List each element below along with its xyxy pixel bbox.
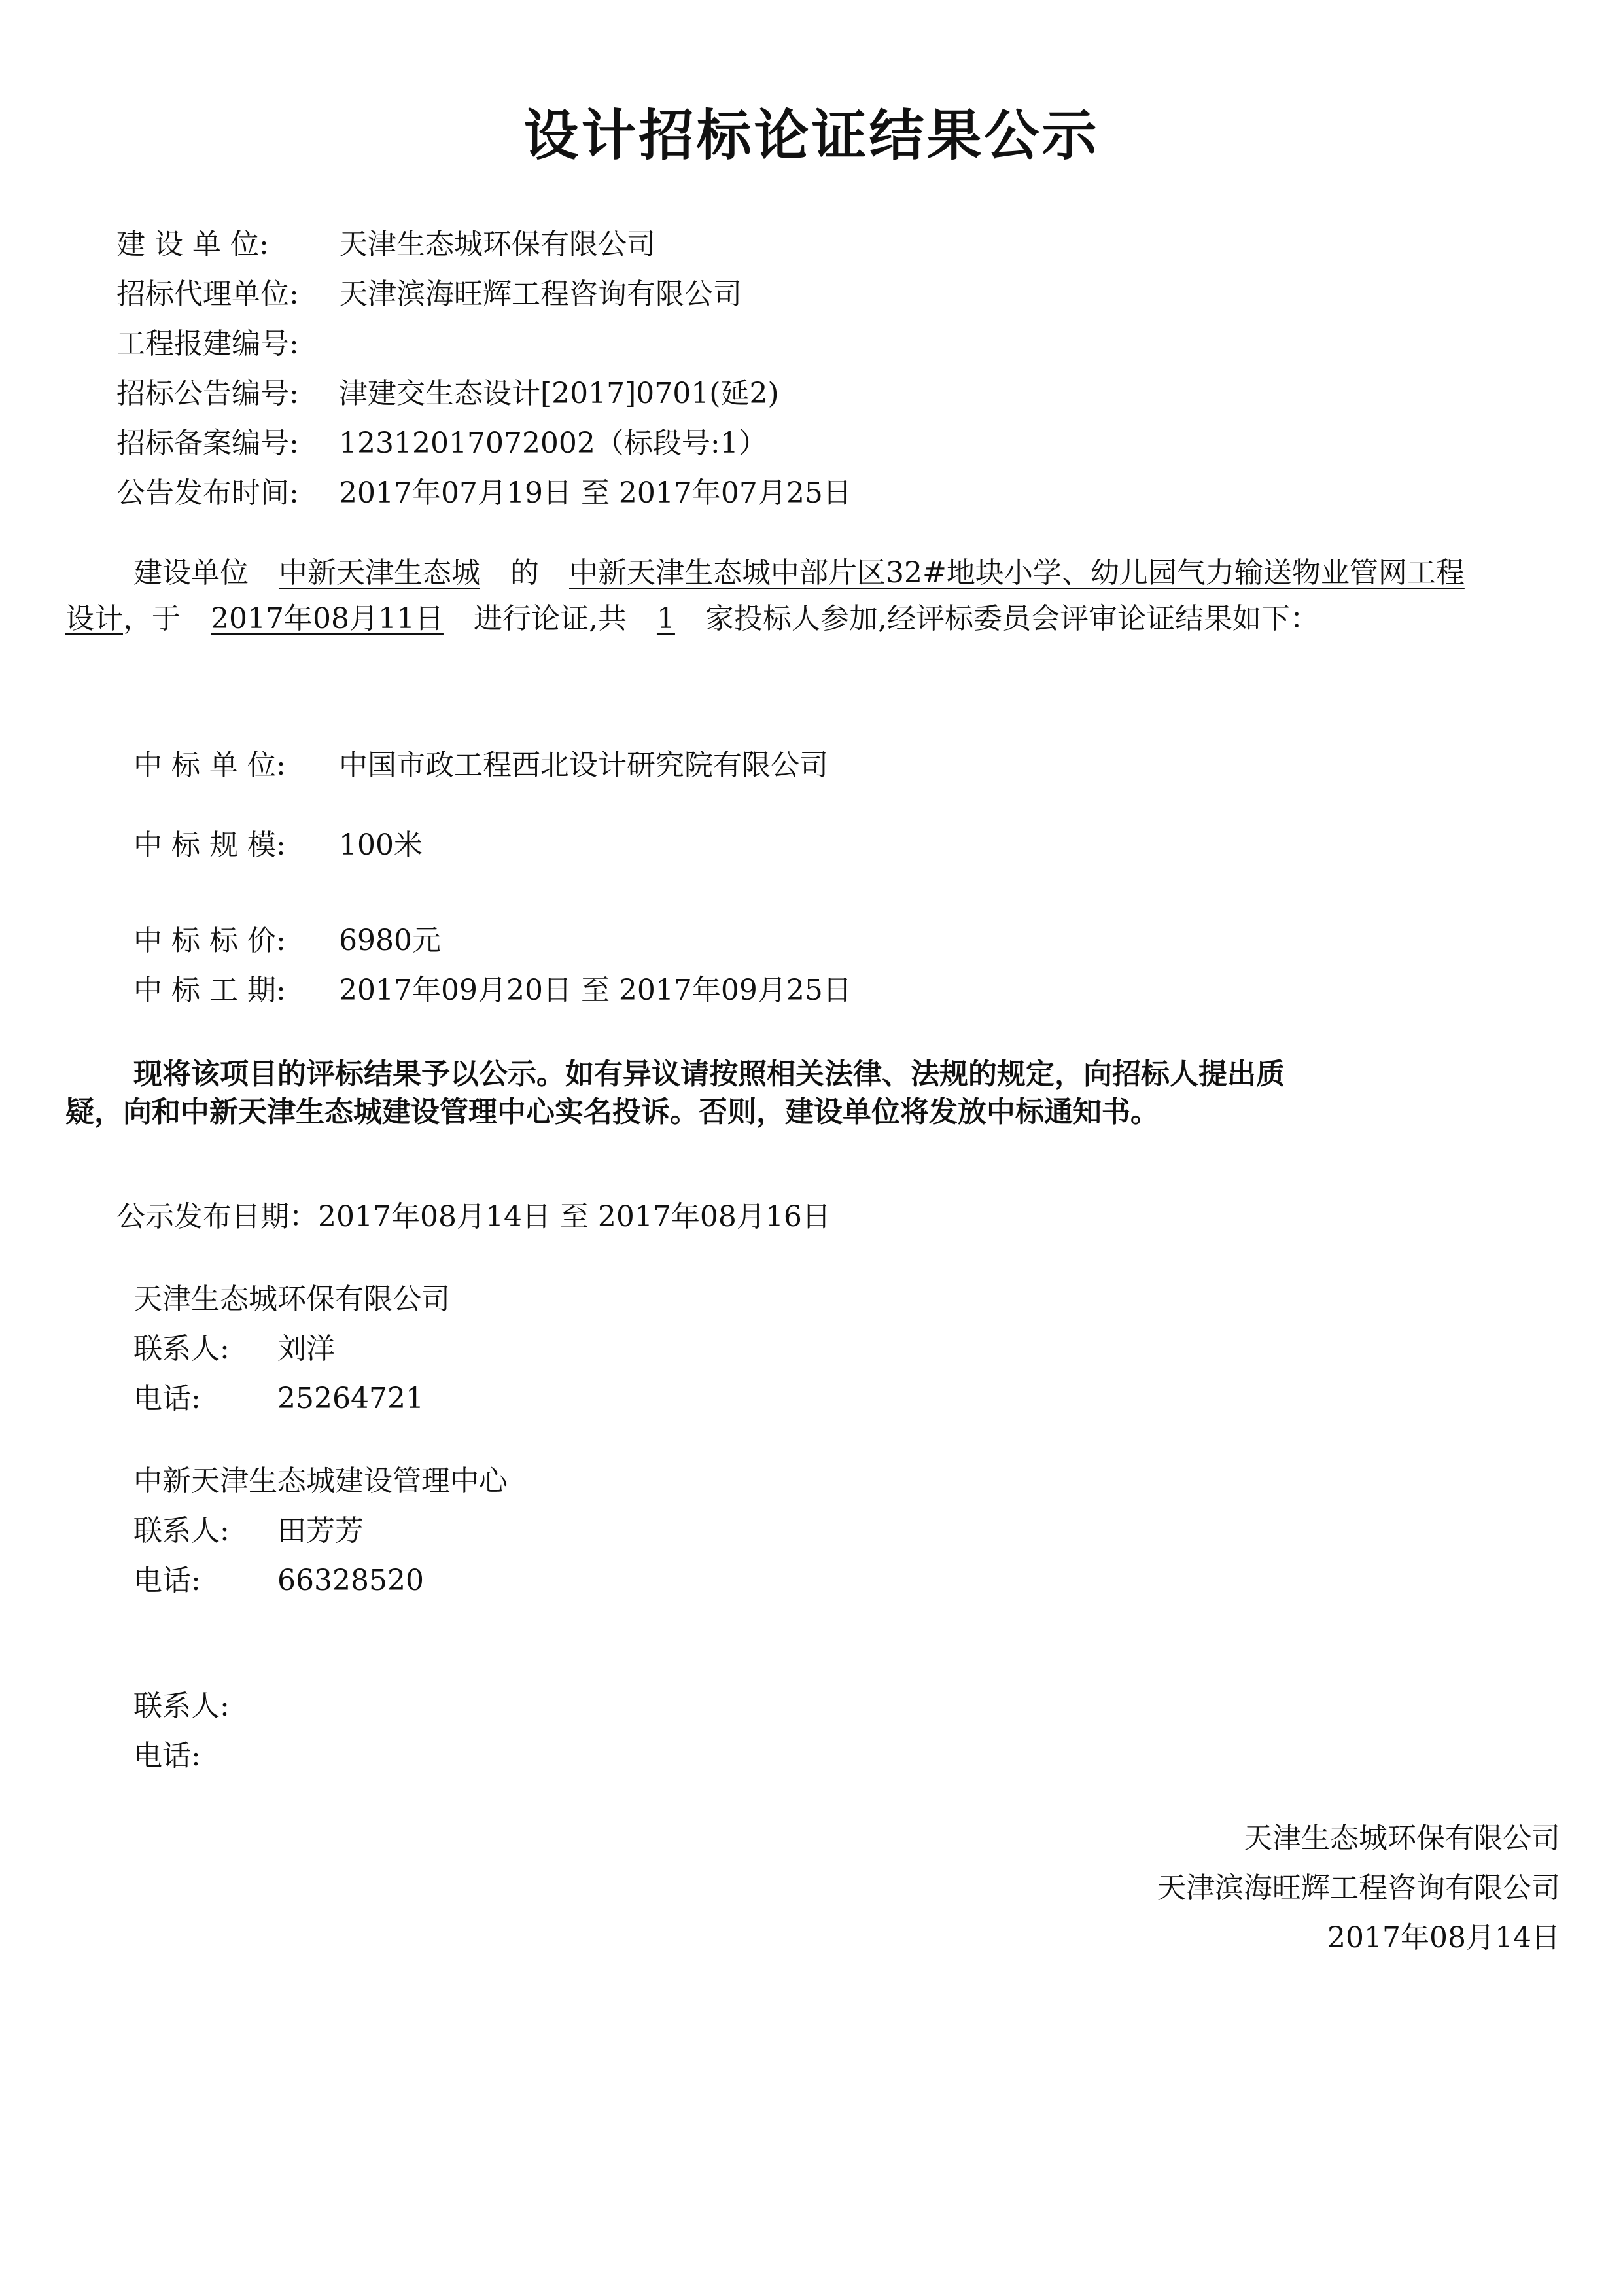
result-price: [133, 921, 441, 961]
body-paragraph-line-1: [133, 554, 1465, 593]
bidder-count: 1: [656, 602, 675, 635]
publish-label: 公示发布日期：: [116, 1200, 318, 1233]
notice-line-1: 现将该项目的评标结果予以公示。如有异议请按照相关法律、法规的规定，向招标人提出质: [133, 1057, 1285, 1091]
result-value: 6980元: [339, 924, 441, 957]
contact-org: 天津生态城环保有限公司: [133, 1282, 450, 1316]
header-item-notice-number: [116, 374, 779, 414]
project-name: 中新天津生态城中部片区32#地块小学、幼儿园气力输送物业管网工程: [569, 556, 1465, 590]
contact-person-label: 联系人:: [133, 1332, 230, 1366]
result-label: 中 标 标 价:: [133, 924, 286, 957]
project-name-cont: 设计: [65, 602, 123, 635]
header-label: 公告发布时间:: [116, 476, 299, 510]
header-value: 2017年07月19日 至 2017年07月25日: [339, 476, 852, 510]
signature-date: 2017年08月14日: [1327, 1921, 1560, 1954]
contact-phone-label: 电话:: [133, 1564, 201, 1597]
review-date: 2017年08月11日: [211, 602, 444, 635]
header-label: 招标公告编号:: [116, 377, 299, 410]
contact-person-row: [133, 1687, 277, 1726]
header-label: 招标代理单位:: [116, 277, 299, 311]
result-label: 中 标 工 期:: [133, 974, 286, 1007]
contact-phone-label: 电话:: [133, 1382, 201, 1415]
result-label: 中 标 规 模:: [133, 828, 286, 862]
contact-org: 中新天津生态城建设管理中心: [133, 1464, 508, 1498]
contact-phone-row: [133, 1561, 424, 1600]
body-text: ，于: [123, 602, 181, 635]
notice-line-2: 疑，向和中新天津生态城建设管理中心实名投诉。否则，建设单位将发放中标通知书。: [65, 1095, 1159, 1129]
publish-value: 2017年08月14日 至 2017年08月16日: [318, 1200, 831, 1233]
contact-person: 刘洋: [277, 1332, 335, 1366]
result-scale: [133, 826, 423, 865]
contact-phone: 66328520: [277, 1564, 424, 1597]
contact-phone-label: 电话:: [133, 1739, 201, 1773]
contact-person: 田芳芳: [277, 1514, 364, 1547]
header-item-project-number: [116, 325, 339, 364]
contact-phone: 25264721: [277, 1382, 424, 1415]
contact-person-label: 联系人:: [133, 1514, 230, 1547]
contact-person-label: 联系人:: [133, 1689, 230, 1723]
contact-phone-row: [133, 1737, 277, 1776]
header-item-construction-unit: [116, 225, 655, 264]
body-text: 建设单位: [133, 556, 249, 590]
body-text: 家投标人参加,经评标委员会评审论证结果如下：: [705, 602, 1319, 635]
result-value: 中国市政工程西北设计研究院有限公司: [339, 749, 828, 782]
header-value: 津建交生态设计[2017]0701(延2): [339, 377, 779, 410]
signature-org-2: 天津滨海旺辉工程咨询有限公司: [1157, 1871, 1560, 1905]
body-text: 进行论证,共: [473, 602, 627, 635]
construction-unit-name: 中新天津生态城: [279, 556, 480, 590]
header-value: 12312017072002（标段号:1）: [339, 427, 767, 460]
header-value: 天津滨海旺辉工程咨询有限公司: [339, 277, 742, 311]
result-label: 中 标 单 位:: [133, 749, 286, 782]
result-value: 2017年09月20日 至 2017年09月25日: [339, 974, 852, 1007]
body-text: 的: [510, 556, 539, 590]
contact-phone-row: [133, 1379, 424, 1419]
header-item-agency: [116, 275, 742, 314]
header-item-record-number: [116, 424, 767, 463]
body-paragraph-line-2: [65, 599, 1319, 639]
result-winner: [133, 746, 828, 785]
publish-date: [116, 1197, 831, 1237]
contact-person-row: [133, 1511, 364, 1551]
result-value: 100米: [339, 828, 423, 862]
page-title: 设计招标论证结果公示: [523, 103, 1100, 168]
header-label: 招标备案编号:: [116, 427, 299, 460]
header-label: 建 设 单 位:: [116, 228, 269, 261]
result-period: [133, 971, 852, 1010]
header-item-notice-period: [116, 474, 852, 513]
signature-org-1: 天津生态城环保有限公司: [1244, 1822, 1560, 1855]
header-label: 工程报建编号:: [116, 327, 299, 361]
contact-person-row: [133, 1330, 335, 1369]
header-value: 天津生态城环保有限公司: [339, 228, 655, 261]
